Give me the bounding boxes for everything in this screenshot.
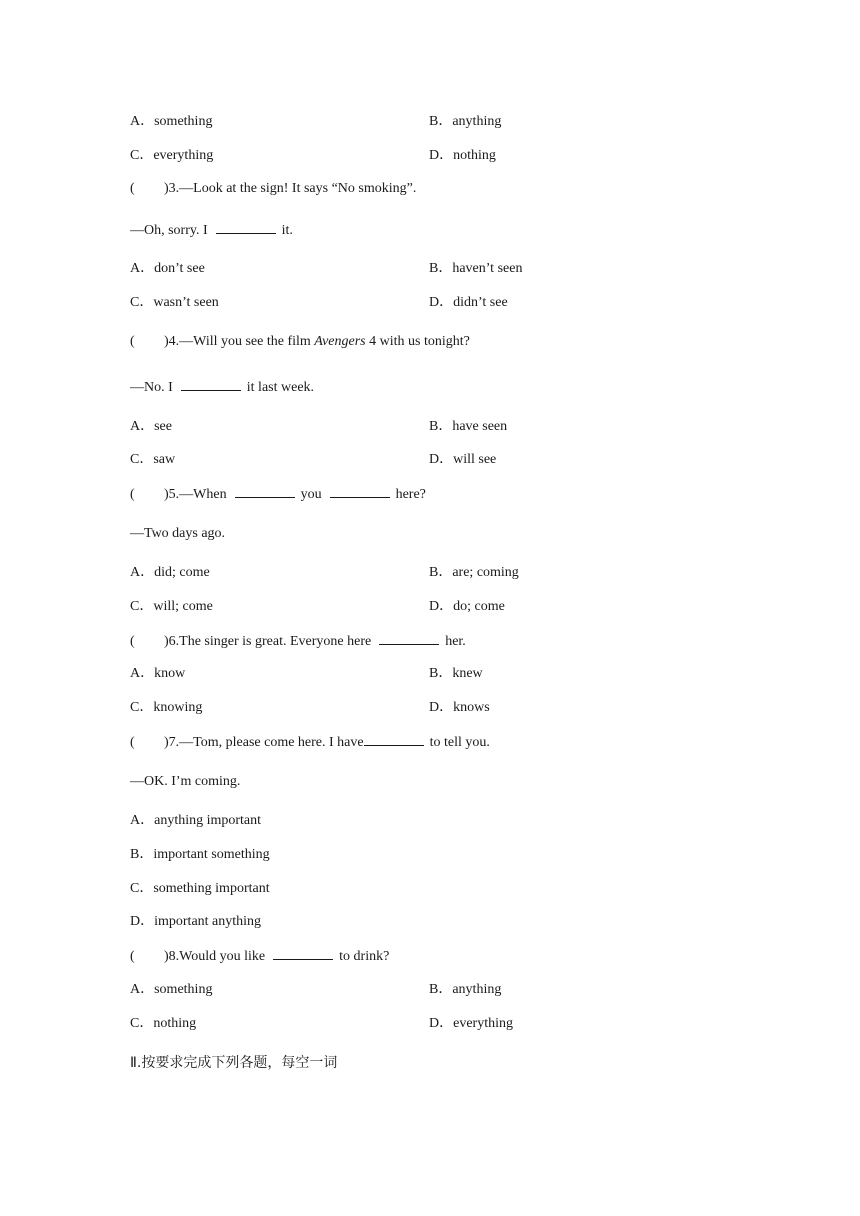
q3-reply-pre: —Oh, sorry. I (130, 223, 208, 238)
q4-question (130, 333, 470, 351)
q6-option-a: A．know (130, 666, 186, 681)
q3-reply (130, 221, 293, 240)
q3-option-b: B．haven’t seen (429, 261, 523, 276)
answer-blank (273, 947, 333, 960)
q5-option-b: B．are; coming (429, 565, 519, 580)
q8-option-a: A．something (130, 982, 213, 997)
q4-reply (130, 378, 314, 397)
q2-option-b: B．anything (429, 114, 502, 129)
answer-paren: ( (130, 487, 135, 502)
q4-stem-pre: )4.—Will you see the film (164, 334, 315, 349)
q7-stem-pre: )7.—Tom, please come here. I have (164, 735, 364, 750)
q8-stem-post: to drink? (339, 949, 390, 964)
q8-question (130, 947, 389, 966)
q6-option-c: C．knowing (130, 700, 203, 715)
q5-option-a: A．did; come (130, 565, 210, 580)
q7-option-d: D．important anything (130, 914, 262, 929)
q6-option-d: D．knows (429, 700, 490, 715)
answer-blank (364, 733, 424, 746)
q5-stem-pre: )5.—When (164, 487, 227, 502)
answer-blank (216, 221, 276, 234)
q5-reply: —Two days ago. (130, 526, 226, 541)
q7-option-c: C．something important (130, 881, 270, 896)
q8-stem-pre: )8.Would you like (164, 949, 266, 964)
answer-blank (235, 485, 295, 498)
q3-question (130, 180, 416, 198)
answer-paren: ( (130, 949, 135, 964)
answer-blank (379, 632, 439, 645)
q2-option-c: C．everything (130, 148, 214, 163)
q7-reply: —OK. I’m coming. (130, 774, 241, 789)
q4-option-a: A．see (130, 419, 172, 434)
q8-option-d: D．everything (429, 1016, 513, 1031)
q6-stem-post: her. (445, 634, 466, 649)
q4-stem-post: 4 with us tonight? (365, 334, 470, 349)
q2-option-d: D．nothing (429, 148, 496, 163)
q4-reply-post: it last week. (246, 380, 315, 395)
answer-blank (181, 378, 241, 391)
q3-option-a: A．don’t see (130, 261, 205, 276)
q7-option-b: B．important something (130, 847, 270, 862)
answer-blank (330, 485, 390, 498)
q7-option-a: A．anything important (130, 813, 262, 828)
q3-stem: )3.—Look at the sign! It says “No smoking”. (164, 181, 417, 196)
q2-option-a: A．something (130, 114, 213, 129)
q3-option-d: D．didn’t see (429, 295, 508, 310)
answer-paren: ( (130, 735, 135, 750)
q5-stem-mid: you (300, 487, 322, 502)
section-2-title: Ⅱ.按要求完成下列各题，每空一词 (130, 1055, 338, 1071)
q8-option-b: B．anything (429, 982, 502, 997)
q3-option-c: C．wasn’t seen (130, 295, 219, 310)
q4-film-title: Avengers (314, 334, 366, 349)
q7-question (130, 733, 490, 752)
q4-reply-pre: —No. I (130, 380, 173, 395)
q3-reply-post: it. (281, 223, 293, 238)
answer-paren: ( (130, 334, 135, 349)
q5-question (130, 485, 426, 504)
q5-option-d: D．do; come (429, 599, 505, 614)
q4-option-b: B．have seen (429, 419, 508, 434)
q4-option-c: C．saw (130, 452, 176, 467)
answer-paren: ( (130, 634, 135, 649)
q5-stem-post: here? (395, 487, 426, 502)
q8-option-c: C．nothing (130, 1016, 197, 1031)
answer-paren: ( (130, 181, 135, 196)
q7-stem-post: to tell you. (429, 735, 490, 750)
q6-option-b: B．knew (429, 666, 483, 681)
q4-option-d: D．will see (429, 452, 497, 467)
q5-option-c: C．will; come (130, 599, 213, 614)
q6-stem-pre: )6.The singer is great. Everyone here (164, 634, 372, 649)
q6-question (130, 632, 466, 651)
